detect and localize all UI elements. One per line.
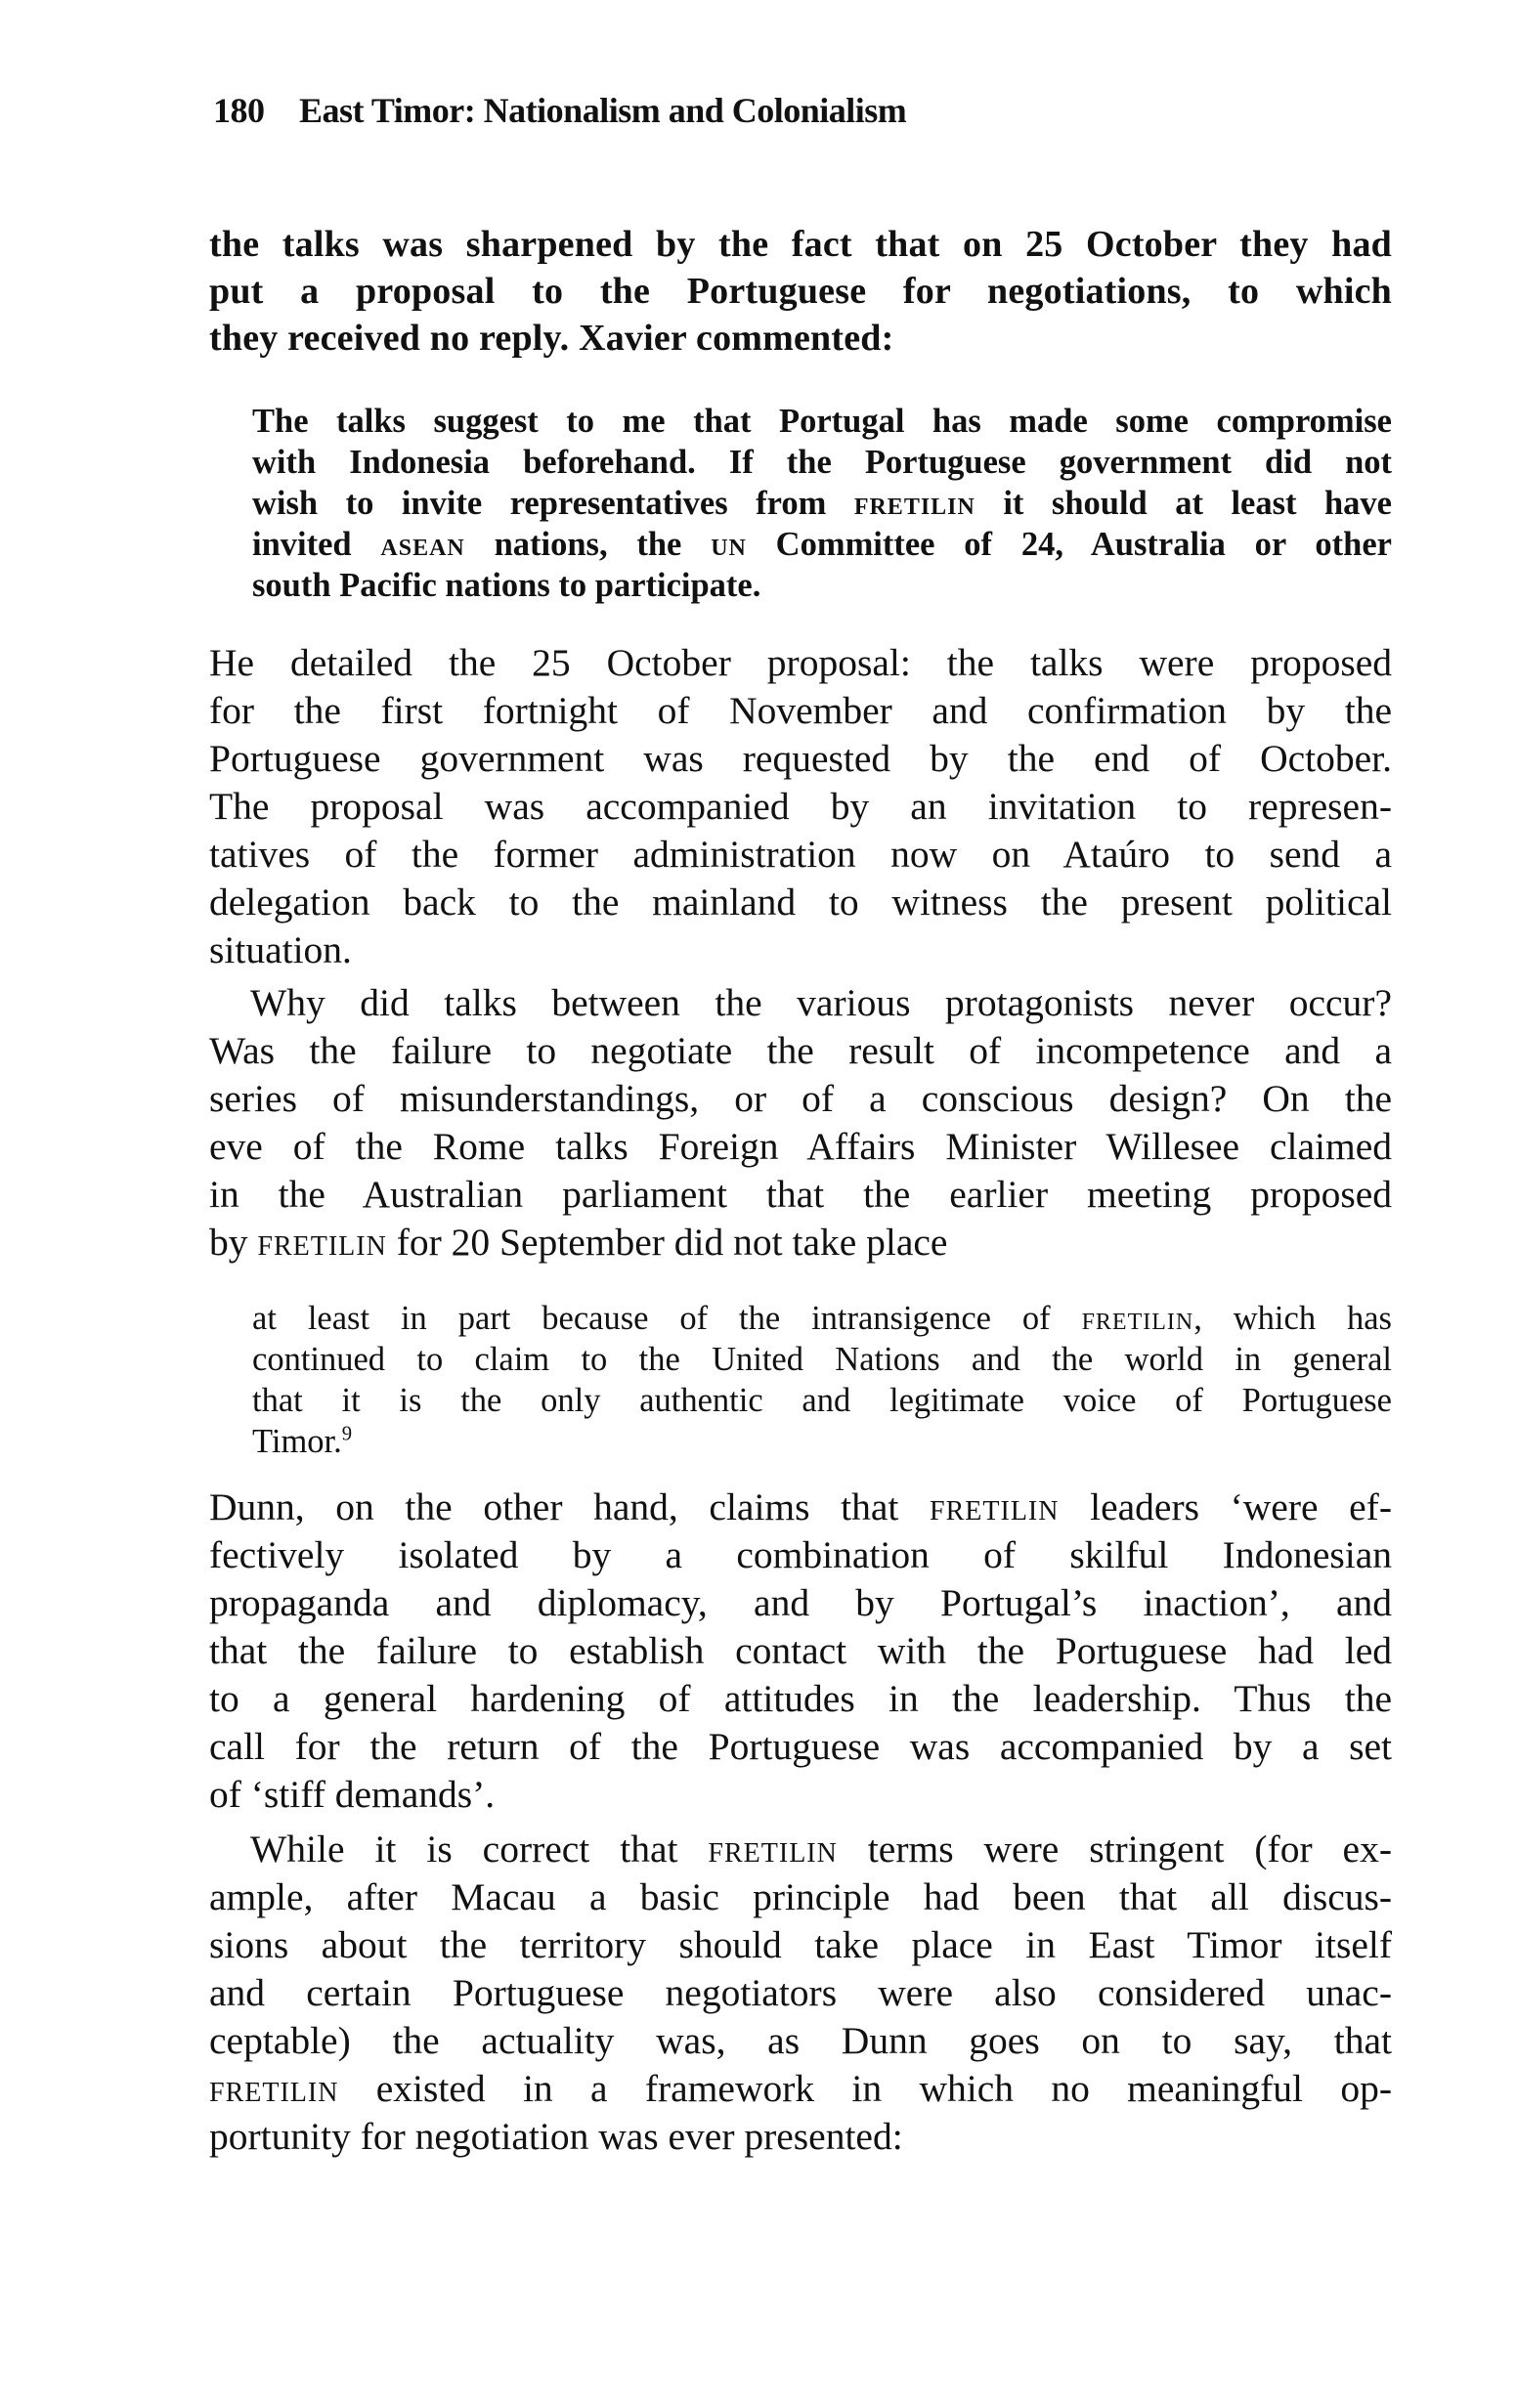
- text-line: they received no reply. Xavier commented:: [209, 318, 894, 359]
- small-caps-acronym: un: [711, 526, 747, 563]
- text-line: by fretilin for 20 September did not take place: [209, 1221, 948, 1264]
- text-line: for the first fortnight of November and confirmation by the: [209, 689, 1392, 732]
- text-line: put a proposal to the Portuguese for negotiations, to which: [209, 271, 1392, 312]
- text-line: the talks was sharpened by the fact that on 25 October they had: [209, 224, 1392, 265]
- text-line: of ‘stiff demands’.: [209, 1773, 496, 1816]
- footnote-reference[interactable]: 9: [341, 1423, 353, 1445]
- text-line: delegation back to the mainland to witness the present political: [209, 881, 1392, 924]
- quote-text: Timor.: [252, 1423, 342, 1460]
- paragraph-dunn: [209, 1484, 1392, 1819]
- text-line: While it is correct that fretilin terms were stringent (for ex-: [250, 1828, 1392, 1870]
- paragraph-continuation: [209, 221, 1392, 362]
- text-line: that the failure to establish contact with the Portuguese had led: [209, 1629, 1392, 1672]
- paragraph-proposal-details: [209, 639, 1392, 974]
- small-caps-acronym: fretilin: [209, 2067, 339, 2110]
- text-line: portunity for negotiation was ever presented:: [209, 2115, 903, 2158]
- small-caps-acronym: fretilin: [1081, 1300, 1194, 1337]
- paragraph-while-correct: [209, 1826, 1392, 2161]
- page-number: 180: [213, 91, 265, 130]
- text-line: propaganda and diplomacy, and by Portugal’s inaction’, and: [209, 1581, 1392, 1624]
- paragraph-why-talks: [209, 979, 1392, 1267]
- text-line: call for the return of the Portuguese was accompanied by a set: [209, 1725, 1392, 1768]
- text-line: ceptable) the actuality was, as Dunn goes on to say, that: [209, 2019, 1392, 2062]
- text-line: ample, after Macau a basic principle had been that all discus-: [209, 1875, 1392, 1918]
- text-line: tatives of the former administration now on Ataúro to send a: [209, 833, 1392, 876]
- text-line: eve of the Rome talks Foreign Affairs Minister Willesee claimed: [209, 1125, 1392, 1168]
- text-line: Was the failure to negotiate the result of incompetence and a: [209, 1029, 1392, 1072]
- quote-line: [252, 1421, 1392, 1462]
- small-caps-acronym: fretilin: [257, 1221, 387, 1264]
- quote-line: wish to invite representatives from fretilin it should at least have: [252, 485, 1392, 522]
- text-line: in the Australian parliament that the earlier meeting proposed: [209, 1173, 1392, 1216]
- text-line: series of misunderstandings, or of a conscious design? On the: [209, 1077, 1392, 1120]
- running-head-title: East Timor: Nationalism and Colonialism: [299, 91, 907, 130]
- small-caps-acronym: fretilin: [853, 485, 975, 522]
- small-caps-acronym: fretilin: [708, 1828, 838, 1870]
- block-quote-xavier: [209, 401, 1392, 606]
- small-caps-acronym: asean: [380, 526, 465, 563]
- quote-line: south Pacific nations to participate.: [252, 567, 761, 604]
- text-line: situation.: [209, 928, 352, 971]
- quote-line: invited asean nations, the un Committee of 24, Australia or other: [252, 526, 1392, 563]
- quote-line: The talks suggest to me that Portugal has made some compromise: [252, 403, 1392, 440]
- running-head: [213, 90, 906, 131]
- quote-line: at least in part because of the intransigence of fretilin, which has: [252, 1300, 1392, 1337]
- text-line: fretilin existed in a framework in which no meaningful op-: [209, 2067, 1392, 2110]
- text-line: sions about the territory should take place in East Timor itself: [209, 1923, 1392, 1966]
- text-line: Portuguese government was requested by the end of October.: [209, 737, 1392, 780]
- block-quote-willesee: [209, 1298, 1392, 1462]
- text-line: and certain Portuguese negotiators were also considered unac-: [209, 1971, 1392, 2014]
- text-line: to a general hardening of attitudes in the leadership. Thus the: [209, 1677, 1392, 1720]
- text-line: Why did talks between the various protagonists never occur?: [250, 981, 1392, 1024]
- quote-line: with Indonesia beforehand. If the Portuguese government did not: [252, 444, 1392, 481]
- text-line: fectively isolated by a combination of skilful Indonesian: [209, 1533, 1392, 1576]
- text-line: The proposal was accompanied by an invitation to represen-: [209, 785, 1392, 828]
- quote-line: that it is the only authentic and legitimate voice of Portuguese: [252, 1382, 1392, 1419]
- text-line: He detailed the 25 October proposal: the talks were proposed: [209, 641, 1392, 684]
- quote-line: continued to claim to the United Nations and the world in general: [252, 1341, 1392, 1378]
- small-caps-acronym: fretilin: [930, 1485, 1060, 1528]
- text-line: Dunn, on the other hand, claims that fretilin leaders ‘were ef-: [209, 1485, 1392, 1528]
